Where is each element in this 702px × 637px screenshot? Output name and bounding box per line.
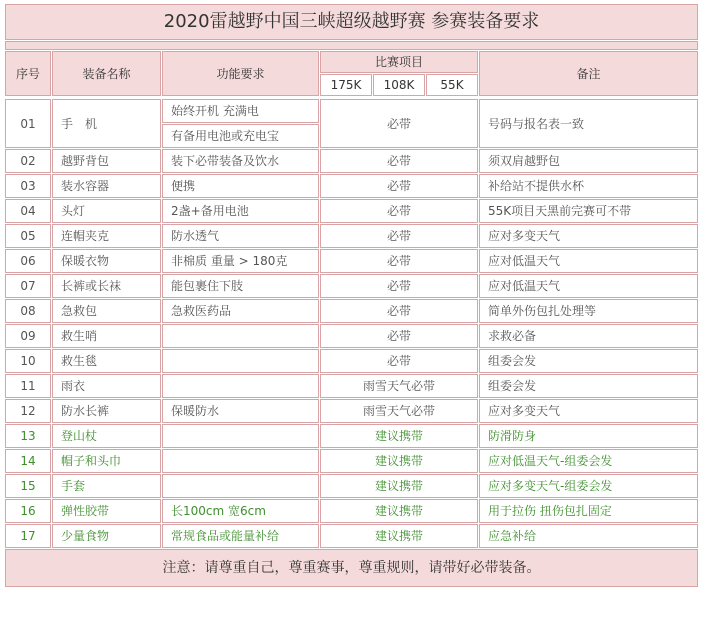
requirement-level: 建议携带: [320, 499, 478, 523]
function-requirement: 长100cm 宽6cm: [162, 499, 319, 523]
row-number: 02: [5, 149, 51, 173]
table-row: [5, 249, 698, 273]
table-row: [5, 424, 698, 448]
remark: 防滑防身: [479, 424, 698, 448]
function-requirement: 非棉质 重量 > 180克: [162, 249, 319, 273]
remark: 应对低温天气: [479, 249, 698, 273]
remark: 号码与报名表一致: [479, 99, 698, 148]
requirement-level: 必带: [320, 174, 478, 198]
requirement-level: 必带: [320, 224, 478, 248]
table-row: [5, 174, 698, 198]
function-requirement: [162, 324, 319, 348]
remark: 55K项目天黑前完赛可不带: [479, 199, 698, 223]
header-108k: 108K: [373, 74, 425, 96]
equipment-name: 越野背包: [52, 149, 161, 173]
requirement-level: 建议携带: [320, 524, 478, 548]
remark: 组委会发: [479, 374, 698, 398]
function-requirement: [162, 424, 319, 448]
table-row: [5, 99, 698, 123]
requirement-level: 必带: [320, 199, 478, 223]
requirement-level: 雨雪天气必带: [320, 374, 478, 398]
title-spacer: [5, 41, 698, 50]
function-requirement: 始终开机 充满电: [162, 99, 319, 123]
header-name: 装备名称: [52, 51, 161, 96]
requirement-level: 必带: [320, 299, 478, 323]
equipment-name: 救生毯: [52, 349, 161, 373]
table-row: [5, 324, 698, 348]
requirement-level: 必带: [320, 149, 478, 173]
function-requirement: 常规食品或能量补给: [162, 524, 319, 548]
equipment-name: 登山杖: [52, 424, 161, 448]
function-requirement: [162, 374, 319, 398]
row-number: 15: [5, 474, 51, 498]
header-55k: 55K: [426, 74, 478, 96]
remark: 应对低温天气-组委会发: [479, 449, 698, 473]
equipment-name: 长裤或长袜: [52, 274, 161, 298]
equipment-name: 急救包: [52, 299, 161, 323]
equipment-sheet: [4, 3, 698, 633]
function-requirement: 装下必带装备及饮水: [162, 149, 319, 173]
row-number: 04: [5, 199, 51, 223]
row-number: 07: [5, 274, 51, 298]
equipment-name: 少量食物: [52, 524, 161, 548]
function-requirement: 防水透气: [162, 224, 319, 248]
row-number: 14: [5, 449, 51, 473]
row-number: 06: [5, 249, 51, 273]
page-title: 2020雷越野中国三峡超级越野赛 参赛装备要求: [5, 4, 698, 40]
table-row: [5, 499, 698, 523]
row-number: 08: [5, 299, 51, 323]
row-number: 11: [5, 374, 51, 398]
requirement-level: 建议携带: [320, 449, 478, 473]
row-number: 10: [5, 349, 51, 373]
requirement-level: 必带: [320, 274, 478, 298]
equipment-name: 手 机: [52, 99, 161, 148]
requirement-level: 必带: [320, 249, 478, 273]
table-row: [5, 374, 698, 398]
row-number: 13: [5, 424, 51, 448]
equipment-name: 防水长裤: [52, 399, 161, 423]
remark: 须双肩越野包: [479, 149, 698, 173]
function-requirement: 保暖防水: [162, 399, 319, 423]
function-requirement: [162, 474, 319, 498]
requirement-level: 必带: [320, 99, 478, 148]
equipment-name: 救生哨: [52, 324, 161, 348]
row-number: 09: [5, 324, 51, 348]
remark: 求救必备: [479, 324, 698, 348]
function-requirement-extra: 有备用电池或充电宝: [162, 124, 319, 148]
function-requirement: 能包裹住下肢: [162, 274, 319, 298]
remark: 应对多变天气: [479, 224, 698, 248]
row-number: 17: [5, 524, 51, 548]
equipment-table: [4, 3, 699, 588]
header-note: 备注: [479, 51, 698, 96]
equipment-name: 帽子和头巾: [52, 449, 161, 473]
header-no: 序号: [5, 51, 51, 96]
table-row: [5, 299, 698, 323]
function-requirement: [162, 449, 319, 473]
remark: 应急补给: [479, 524, 698, 548]
table-row: [5, 199, 698, 223]
requirement-level: 雨雪天气必带: [320, 399, 478, 423]
remark: 应对低温天气: [479, 274, 698, 298]
remark: 组委会发: [479, 349, 698, 373]
remark: 应对多变天气-组委会发: [479, 474, 698, 498]
function-requirement: 急救医药品: [162, 299, 319, 323]
remark: 应对多变天气: [479, 399, 698, 423]
equipment-name: 手套: [52, 474, 161, 498]
table-row: [5, 274, 698, 298]
equipment-name: 头灯: [52, 199, 161, 223]
table-row: [5, 449, 698, 473]
header-race: 比赛项目: [320, 51, 478, 73]
equipment-name: 雨衣: [52, 374, 161, 398]
row-number: 03: [5, 174, 51, 198]
function-requirement: [162, 349, 319, 373]
row-number: 01: [5, 99, 51, 148]
table-row: [5, 224, 698, 248]
equipment-name: 保暖衣物: [52, 249, 161, 273]
table-row: [5, 349, 698, 373]
header-175k: 175K: [320, 74, 372, 96]
table-row: [5, 149, 698, 173]
row-number: 16: [5, 499, 51, 523]
remark: 用于拉伤 扭伤包扎固定: [479, 499, 698, 523]
row-number: 05: [5, 224, 51, 248]
requirement-level: 必带: [320, 349, 478, 373]
footer-notice: 注意：请尊重自己，尊重赛事，尊重规则，请带好必带装备。: [5, 549, 698, 587]
header-function: 功能要求: [162, 51, 319, 96]
requirement-level: 建议携带: [320, 474, 478, 498]
requirement-level: 必带: [320, 324, 478, 348]
equipment-name: 连帽夹克: [52, 224, 161, 248]
remark: 简单外伤包扎处理等: [479, 299, 698, 323]
table-row: [5, 399, 698, 423]
table-row: [5, 524, 698, 548]
function-requirement: 2盏+备用电池: [162, 199, 319, 223]
function-requirement: 便携: [162, 174, 319, 198]
equipment-name: 装水容器: [52, 174, 161, 198]
table-row: [5, 474, 698, 498]
requirement-level: 建议携带: [320, 424, 478, 448]
row-number: 12: [5, 399, 51, 423]
equipment-name: 弹性胶带: [52, 499, 161, 523]
remark: 补给站不提供水杯: [479, 174, 698, 198]
